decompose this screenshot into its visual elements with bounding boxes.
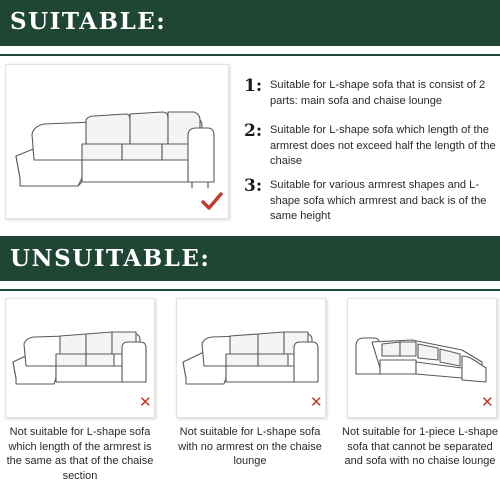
suitable-sofa-illustration [12,100,217,190]
unsuitable-banner [0,236,500,281]
item-number: 3: [244,176,263,196]
sofa-long-armrest-illustration [10,322,148,386]
suitable-title: SUITABLE: [10,8,167,35]
sofa-no-chaise-armrest-illustration [180,322,320,386]
unsuitable-caption-2: Not suitable for L-shape sofa with no armrest on the chaise lounge [178,426,322,468]
suitable-banner [0,0,500,46]
unsuitable-caption-3: Not suitable for 1-piece L-shape sofa that cannot be separated and sofa with no chaise lounge [342,426,498,468]
red-x-icon: ✕ [139,393,152,411]
red-check-icon [201,191,223,211]
item-text: Suitable for various armrest shapes and L-shape sofa which armrest and back is of the same height [270,179,487,223]
unsuitable-title: UNSUITABLE: [10,245,211,272]
unsuitable-divider [0,289,500,291]
sofa-one-piece-illustration [352,322,492,386]
item-number: 1: [244,76,263,96]
red-x-icon: ✕ [310,393,323,411]
item-text: Suitable for L-shape sofa that is consist of 2 parts: main sofa and chaise lounge [270,79,486,107]
red-x-icon: ✕ [481,393,494,411]
suitable-divider [0,54,500,56]
unsuitable-caption-1: Not suitable for L-shape sofa which length of the armrest is the same as that of the chaise section [6,426,154,482]
item-number: 2: [244,121,263,141]
item-text: Suitable for L-shape sofa which length of the armrest does not exceed half the length of the chaise [270,124,496,168]
